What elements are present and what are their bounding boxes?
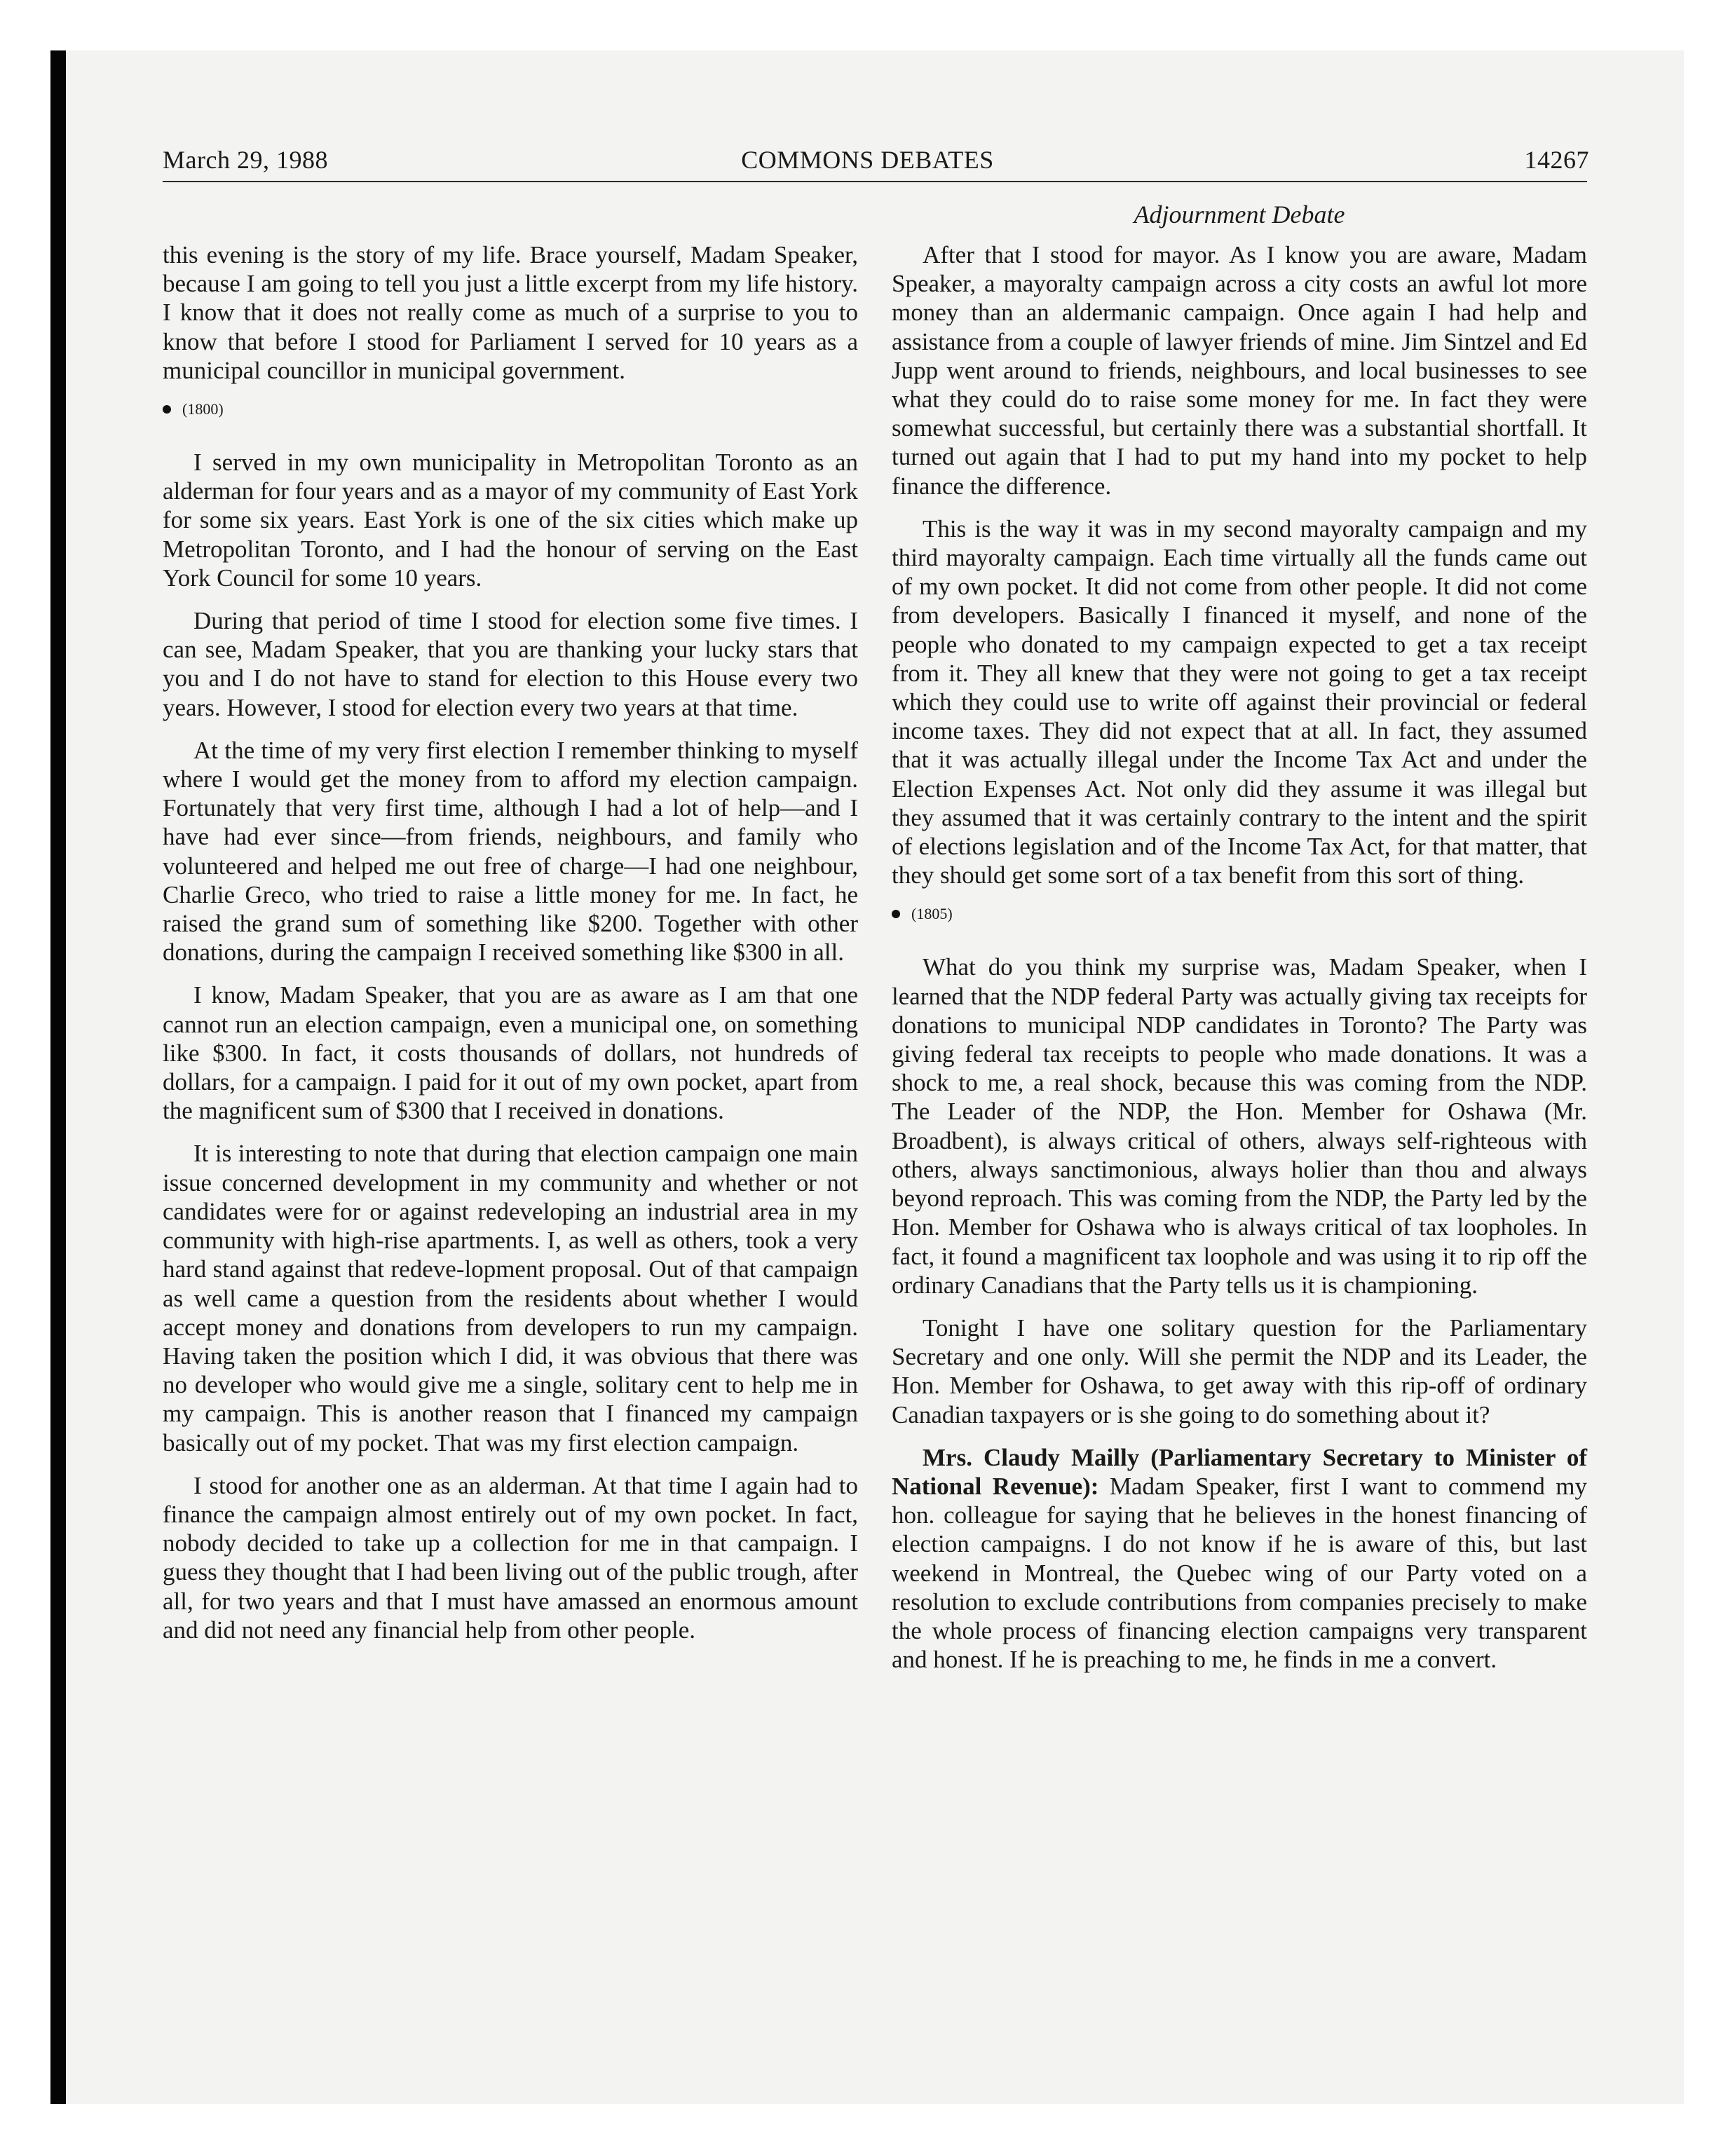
paragraph: What do you think my surprise was, Madam Speaker, when I learned that the NDP federal Party was actually giving tax receipts for donations to municipal NDP candidates in Toronto? The Party was giving federal tax receipts to people who made donations. It was a shock to me, a real shock, because this was coming from the NDP. The Leader of the NDP, the Hon. Member for Oshawa (Mr. Broadbent), is always critical of others, always self-righteous with others, always sanctimonious, always holier than thou and always beyond reproach. This was coming from the NDP, the Party led by the Hon. Member for Oshawa who is always critical of tax loopholes. In fact, it found a magnificent tax loophole and was using it to rip off the ordinary Canadians that the Party tells us it is championing. (892, 953, 1587, 1299)
paragraph: During that period of time I stood for election some five times. I can see, Madam Speaker, that you are thanking your lucky stars that you and I do not have to stand for election to this House every two years. However, I stood for election every two years at that time. (163, 607, 858, 721)
bullet-icon (892, 910, 900, 918)
paragraph: this evening is the story of my life. Brace yourself, Madam Speaker, because I am going to tell you just a little excerpt from my life history. I know that it does not really come as much of a surprise to you to know that before I stood for Parliament I served for 10 years as a municipal councillor in municipal government. (163, 241, 858, 384)
time-marker (892, 903, 1587, 925)
paragraph: I know, Madam Speaker, that you are as aware as I am that one cannot run an election campaign, even a municipal one, on something like $300. In fact, it costs thousands of dollars, not hundreds of dollars, for a campaign. I paid for it out of my own pocket, apart from the magnificent sum of $300 that I received in donations. (163, 981, 858, 1125)
speech-text: Madam Speaker, first I want to commend my hon. colleague for saying that he believes in the honest financing of election campaigns. I do not know if he is aware of this, but last weekend in Montreal, the Quebec wing of our Party voted on a resolution to exclude contributions from companies precisely to make the whole process of financing election campaigns very transparent and honest. If he is preaching to me, he finds in me a convert. (892, 1472, 1588, 1674)
paragraph: Tonight I have one solitary question for the Parliamentary Secretary and one only. Will she permit the NDP and its Leader, the Hon. Member for Oshawa, to get away with this rip-off of ordinary Canadian taxpayers or is she going to do something about it? (892, 1314, 1587, 1428)
header-date: March 29, 1988 (163, 146, 328, 174)
header-page-number: 14267 (1524, 146, 1589, 174)
section-heading: Adjournment Debate (1134, 200, 1345, 228)
time-marker (163, 399, 858, 420)
time-marker-label: (1800) (182, 400, 224, 418)
speaker-paragraph (892, 1443, 1587, 1674)
header-rule (163, 181, 1587, 182)
paragraph: At the time of my very first election I remember thinking to myself where I would get the money from to afford my election campaign. Fortunately that very first time, although I had a lot of help—and I have had ever since—from friends, neighbours, and family who volunteered and helped me out free of charge—I had one neighbour, Charlie Greco, who tried to raise a little money for me. In fact, he raised the grand sum of something like $200. Together with other donations, during the campaign I received something like $300 in all. (163, 736, 858, 967)
left-column (163, 240, 858, 1658)
right-column (892, 240, 1587, 1688)
scan-edge-shadow (50, 50, 66, 2104)
time-marker-label: (1805) (911, 905, 953, 923)
paragraph: This is the way it was in my second mayoralty campaign and my third mayoralty campaign. Each time virtually all the funds came out of my own pocket. It did not come from other people. It did not come from developers. Basically I financed it myself, and none of the people who donated to my campaign expected to get a tax receipt from it. They all knew that they were not going to get a tax receipt which they could use to write off against their provincial or federal income taxes. They did not expect that at all. In fact, they assumed that it was actually illegal under the Income Tax Act and under the Election Expenses Act. Not only did they assume it was illegal but they assumed that it was certainly contrary to the intent and the spirit of elections legislation and of the Income Tax Act, for that matter, that they should get some sort of a tax benefit from this sort of thing. (892, 514, 1587, 889)
header-publication-title: COMMONS DEBATES (741, 146, 994, 174)
bullet-icon (163, 405, 171, 414)
paragraph: It is interesting to note that during that election campaign one main issue concerned development in my community and whether or not candidates were for or against redeveloping an industrial area in my community with high-rise apartments. I, as well as others, took a very hard stand against that redeve-lopment proposal. Out of that campaign as well came a question from the residents about whether I would accept money and donations from developers to run my campaign. Having taken the position which I did, it was obvious that there was no developer who would give me a single, solitary cent to help me in my campaign. This is another reason that I financed my campaign basically out of my pocket. That was my first election campaign. (163, 1140, 858, 1456)
speaker-name: Mrs. Claudy Mailly (Parliamentary Secretary to Minister of National Revenue): (892, 1443, 1587, 1500)
paragraph: I served in my own municipality in Metropolitan Toronto as an alderman for four years and as a mayor of my community of East York for some six years. East York is one of the six cities which make up Metropolitan Toronto, and I had the honour of serving on the East York Council for some 10 years. (163, 449, 858, 592)
paragraph: I stood for another one as an alderman. At that time I again had to finance the campaign almost entirely out of my own pocket. In fact, nobody decided to take up a collection for me in that campaign. I guess they thought that I had been living out of the public trough, after all, for two years and that I must have amassed an enormous amount and did not need any financial help from other people. (163, 1471, 858, 1644)
paragraph: After that I stood for mayor. As I know you are aware, Madam Speaker, a mayoralty campaign across a city costs an awful lot more money than an aldermanic campaign. Once again I had help and assistance from a couple of lawyer friends of mine. Jim Sintzel and Ed Jupp went around to friends, neighbours, and local businesses to see what they could do to raise some money for me. In fact they were somewhat successful, but certainly there was a substantial shortfall. It turned out again that I had to put my hand into my pocket to help finance the difference. (892, 241, 1587, 500)
